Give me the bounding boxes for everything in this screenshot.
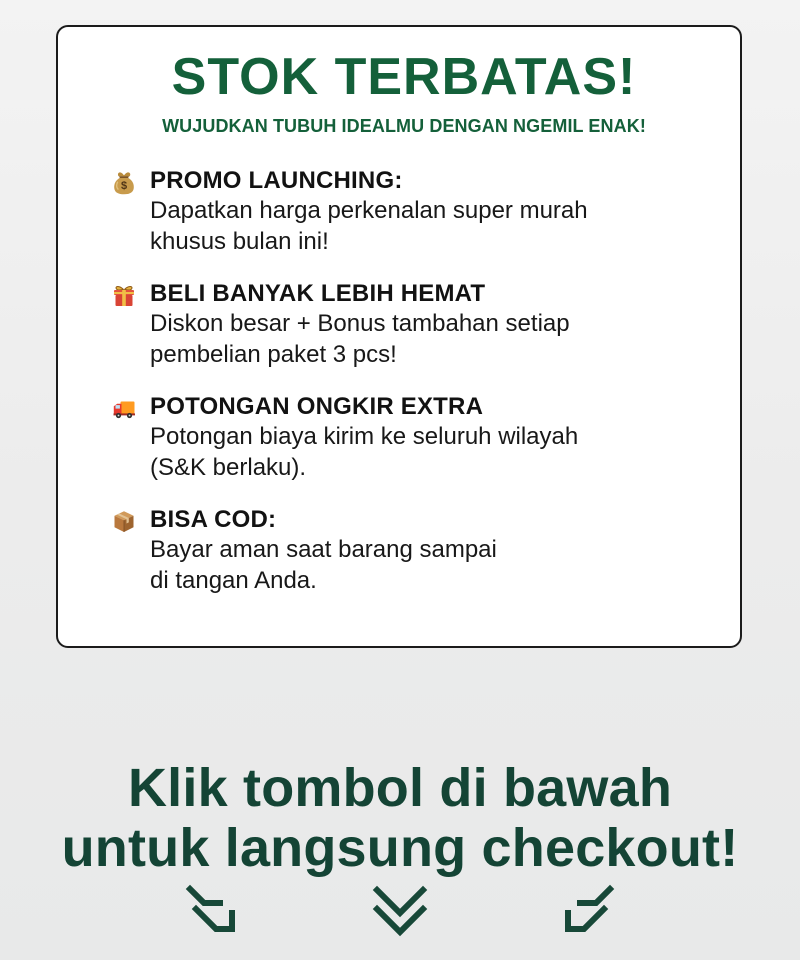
benefit-text: [150, 167, 680, 257]
benefit-list: [110, 167, 698, 596]
arrow-down-right-icon: [182, 875, 252, 945]
benefit-description-line: (S&K berlaku).: [150, 454, 307, 481]
benefit-description-line: pembelian paket 3 pcs!: [150, 341, 397, 368]
benefit-description-line: Potongan biaya kirim ke seluruh wilayah: [150, 423, 579, 450]
delivery-truck-icon: [110, 394, 138, 422]
checkout-instruction: [0, 758, 800, 878]
benefit-title: BELI BANYAK LEBIH HEMAT: [150, 280, 486, 307]
svg-text:$: $: [120, 180, 128, 193]
promo-subtitle: WUJUDKAN TUBUH IDEALMU DENGAN NGEMIL ENAK!: [162, 116, 646, 136]
promo-card: [56, 25, 742, 648]
gift-icon: [110, 281, 138, 309]
checkout-instruction-line: untuk langsung checkout!: [61, 818, 739, 878]
benefit-item-cod: [110, 506, 698, 596]
benefit-text: [150, 506, 680, 596]
arrow-down-left-icon: [548, 875, 618, 945]
arrow-row: [0, 875, 800, 945]
benefit-description-line: khusus bulan ini!: [150, 228, 329, 255]
benefit-title: PROMO LAUNCHING:: [150, 167, 403, 194]
benefit-text: [150, 280, 680, 370]
double-chevron-down-icon: [365, 875, 435, 945]
package-box-icon: [110, 507, 138, 535]
benefit-title: BISA COD:: [150, 506, 277, 533]
money-bag-icon: [110, 168, 138, 196]
benefit-item-bulk-discount: [110, 280, 698, 370]
benefit-item-shipping-discount: [110, 393, 698, 483]
benefit-text: [150, 393, 680, 483]
checkout-instruction-line: Klik tombol di bawah: [127, 758, 673, 818]
promo-title: STOK TERBATAS!: [171, 48, 637, 106]
benefit-title: POTONGAN ONGKIR EXTRA: [150, 393, 484, 420]
benefit-description-line: Dapatkan harga perkenalan super murah: [150, 197, 588, 224]
benefit-description-line: di tangan Anda.: [150, 567, 317, 594]
benefit-description-line: Bayar aman saat barang sampai: [150, 536, 497, 563]
benefit-item-promo-launching: [110, 167, 698, 257]
benefit-description-line: Diskon besar + Bonus tambahan setiap: [150, 310, 570, 337]
